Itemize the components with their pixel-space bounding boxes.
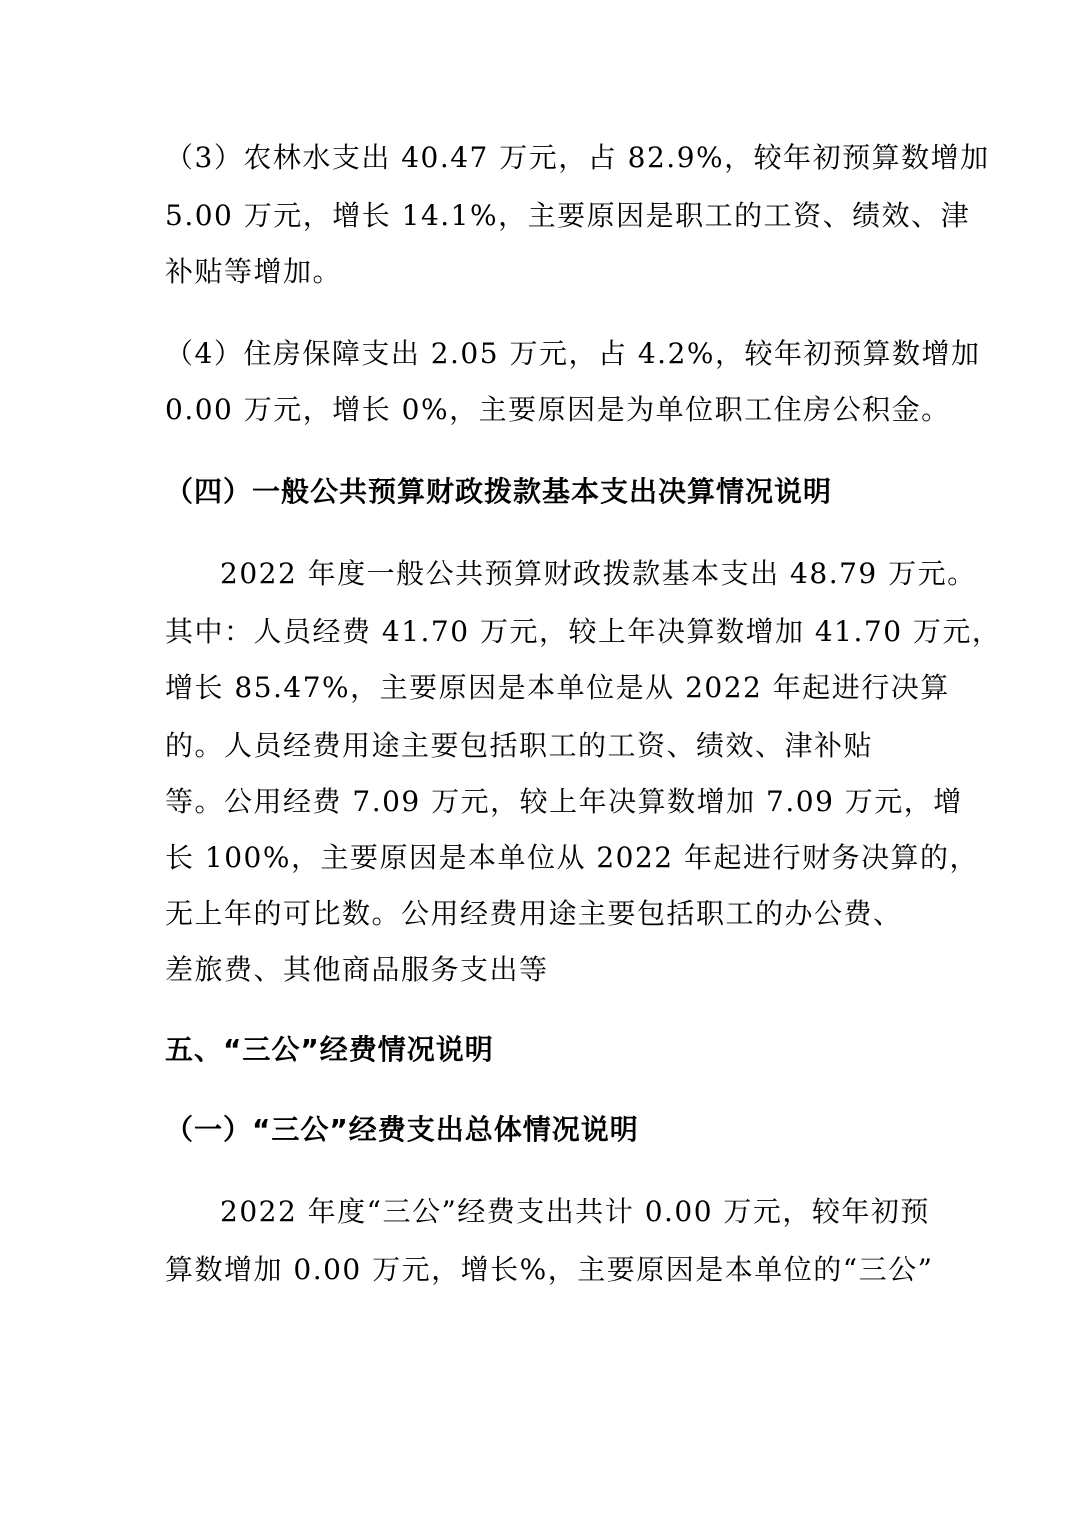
para-basic-line4: 的。人员经费用途主要包括职工的工资、绩效、津补贴 — [165, 729, 874, 762]
para-item4-line2: 0.00 万元，增长 0%，主要原因是为单位职工住房公积金。 — [165, 393, 951, 426]
para-basic-line7: 无上年的可比数。公用经费用途主要包括职工的办公费、 — [165, 897, 903, 930]
para-sangong-line1: 2022 年度“三公”经费支出共计 0.00 万元，较年初预 — [220, 1195, 930, 1228]
para-basic-line8: 差旅费、其他商品服务支出等 — [165, 953, 549, 986]
section-heading-5: 五、“三公”经费情况说明 — [165, 1033, 494, 1066]
para-basic-line3: 增长 85.47%，主要原因是本单位是从 2022 年起进行决算 — [165, 671, 950, 704]
subsection-heading-5-1: （一）“三公”经费支出总体情况说明 — [165, 1113, 639, 1146]
para-item3-line3: 补贴等增加。 — [165, 255, 343, 288]
para-sangong-line2: 算数增加 0.00 万元，增长%，主要原因是本单位的“三公” — [165, 1253, 934, 1286]
para-basic-line5: 等。公用经费 7.09 万元，较上年决算数增加 7.09 万元，增 — [165, 785, 963, 818]
para-item3-line2: 5.00 万元，增长 14.1%，主要原因是职工的工资、绩效、津 — [165, 199, 971, 232]
para-basic-line6: 长 100%，主要原因是本单位从 2022 年起进行财务决算的， — [165, 841, 980, 874]
section-heading-4: （四）一般公共预算财政拨款基本支出决算情况说明 — [165, 475, 833, 508]
para-item4-line1: （4）住房保障支出 2.05 万元，占 4.2%，较年初预算数增加 — [165, 337, 981, 370]
para-item3-line1: （3）农林水支出 40.47 万元，占 82.9%，较年初预算数增加 — [165, 141, 990, 174]
para-basic-line1: 2022 年度一般公共预算财政拨款基本支出 48.79 万元。 — [220, 557, 977, 590]
para-basic-line2: 其中：人员经费 41.70 万元，较上年决算数增加 41.70 万元， — [165, 615, 1002, 648]
